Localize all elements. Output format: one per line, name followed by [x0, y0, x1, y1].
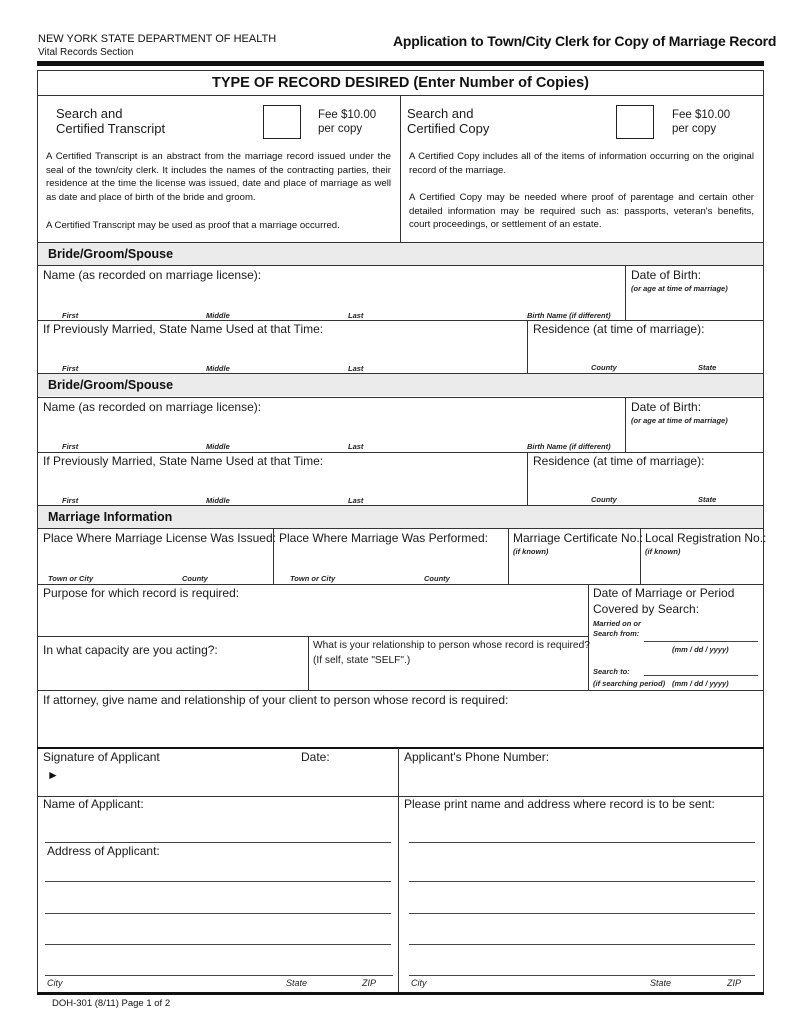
- spouse-1-birth-name: Birth Name (if different): [527, 311, 611, 320]
- divider: [37, 397, 763, 398]
- header-rule: [37, 61, 764, 66]
- performed-county: County: [424, 574, 450, 583]
- spouse-1-dob-input[interactable]: [628, 295, 760, 317]
- date-label-2: Covered by Search:: [593, 602, 700, 616]
- applicant-address-label: Address of Applicant:: [47, 844, 160, 858]
- spouse-2-state: State: [698, 495, 717, 504]
- divider: [625, 397, 626, 452]
- record-type-title: TYPE OF RECORD DESIRED (Enter Number of Copies): [211, 75, 590, 91]
- married-on-label-1: Married on or: [593, 619, 641, 628]
- applicant-zip: ZIP: [362, 978, 377, 988]
- spouse-2-first: First: [62, 442, 79, 451]
- divider: [37, 528, 763, 529]
- divider: [398, 748, 399, 992]
- spouse-2-prev-input[interactable]: [40, 469, 524, 495]
- relationship-input[interactable]: [311, 668, 585, 688]
- search-to-input[interactable]: [644, 675, 758, 676]
- signature-label: Signature of Applicant: [43, 750, 160, 764]
- date-label-1: Date of Marriage or Period: [593, 586, 735, 600]
- copy-usage: A Certified Copy may be needed where proof of parentage and certain other detailed information may be required such as: passports, veteran's benefits, court proceedings, or settlement of an estate.: [409, 192, 754, 230]
- spouse-2-birth-name: Birth Name (if different): [527, 442, 611, 451]
- spouse-1-heading: Bride/Groom/Spouse: [48, 247, 174, 261]
- date-format-1: (mm / dd / yyyy): [672, 645, 729, 654]
- copy-label-2: Certified Copy: [407, 121, 490, 136]
- search-from-input[interactable]: [644, 641, 758, 642]
- divider: [527, 320, 528, 373]
- divider: [400, 95, 401, 242]
- copy-fee-unit: per copy: [672, 123, 717, 135]
- spouse-1-prev-first: First: [62, 364, 79, 373]
- transcript-fee-unit: per copy: [318, 123, 363, 135]
- phone-input[interactable]: [402, 766, 760, 792]
- mail-zip: ZIP: [727, 978, 742, 988]
- applicant-state: State: [286, 978, 308, 988]
- attorney-input[interactable]: [40, 708, 760, 744]
- purpose-label: Purpose for which record is required:: [43, 586, 240, 600]
- spouse-1-prev-middle: Middle: [206, 364, 230, 373]
- spouse-2-prev-label: If Previously Married, State Name Used at that Time:: [43, 454, 324, 468]
- spouse-1-name-input[interactable]: [40, 283, 622, 309]
- copy-copies-input[interactable]: [616, 105, 654, 139]
- spouse-2-prev-middle: Middle: [206, 496, 230, 505]
- license-place-label: Place Where Marriage License Was Issued:: [43, 531, 276, 545]
- divider: [37, 452, 763, 453]
- mail-city: City: [411, 978, 427, 988]
- signature-arrow-icon: ►: [47, 768, 59, 782]
- attorney-label: If attorney, give name and relationship of your client to person whose record is required:: [43, 693, 509, 707]
- spouse-1-county: County: [591, 363, 617, 372]
- spouse-2-dob-sub: (or age at time of marriage): [631, 416, 728, 425]
- thick-divider: [37, 747, 764, 749]
- certificate-sub: (if known): [513, 547, 549, 556]
- registration-input[interactable]: [643, 558, 760, 580]
- spouse-2-residence-label: Residence (at time of marriage):: [533, 454, 705, 468]
- form-title: Application to Town/City Clerk for Copy of Marriage Record: [393, 33, 777, 49]
- spouse-1-prev-label: If Previously Married, State Name Used at that Time:: [43, 322, 324, 336]
- search-to-sub: (if searching period): [593, 679, 666, 688]
- copy-description: A Certified Copy includes all of the items of information occurring on the original record of the marriage.: [409, 151, 754, 176]
- spouse-1-residence-input[interactable]: [530, 337, 760, 361]
- spouse-2-name-input[interactable]: [40, 415, 622, 441]
- divider: [527, 452, 528, 505]
- mail-to-line-2[interactable]: [409, 881, 755, 882]
- registration-sub: (if known): [645, 547, 681, 556]
- applicant-name-label: Name of Applicant:: [43, 797, 144, 811]
- spouse-2-header: [38, 374, 763, 396]
- spouse-1-prev-input[interactable]: [40, 337, 524, 363]
- mail-to-line-3[interactable]: [409, 913, 755, 914]
- spouse-1-first: First: [62, 311, 79, 320]
- mail-to-city-state-zip-input[interactable]: [409, 975, 755, 976]
- date-label: Date:: [301, 750, 330, 764]
- license-place-input[interactable]: [40, 546, 270, 570]
- spouse-2-middle: Middle: [206, 442, 230, 451]
- performed-town: Town or City: [290, 574, 336, 583]
- spouse-2-dob-label: Date of Birth:: [631, 400, 702, 414]
- transcript-label-1: Search and: [56, 106, 123, 121]
- spouse-1-last: Last: [348, 311, 364, 320]
- registration-label: Local Registration No.:: [645, 531, 767, 545]
- spouse-1-state: State: [698, 363, 717, 372]
- relationship-label-2: (If self, state "SELF".): [313, 655, 411, 666]
- applicant-address-line-2[interactable]: [45, 913, 391, 914]
- divider: [37, 690, 763, 691]
- applicant-city: City: [47, 978, 63, 988]
- bottom-rule: [37, 992, 764, 995]
- transcript-copies-input[interactable]: [263, 105, 301, 139]
- capacity-label: In what capacity are you acting?:: [43, 643, 218, 657]
- spouse-1-residence-label: Residence (at time of marriage):: [533, 322, 705, 336]
- spouse-2-prev-first: First: [62, 496, 79, 505]
- signature-input[interactable]: [62, 766, 292, 792]
- date-input[interactable]: [300, 766, 395, 792]
- divider: [625, 265, 626, 320]
- copy-fee: Fee $10.00: [672, 109, 731, 121]
- spouse-1-name-label: Name (as recorded on marriage license):: [43, 268, 262, 282]
- form-id: DOH-301 (8/11) Page 1 of 2: [52, 998, 171, 1009]
- marriage-header: [38, 506, 763, 528]
- spouse-1-dob-label: Date of Birth:: [631, 268, 702, 282]
- spouse-2-heading: Bride/Groom/Spouse: [48, 378, 174, 392]
- divider: [308, 636, 309, 690]
- mail-to-line-1[interactable]: [409, 842, 755, 843]
- capacity-input[interactable]: [40, 659, 304, 687]
- applicant-city-state-zip-input[interactable]: [45, 975, 393, 976]
- marriage-heading: Marriage Information: [48, 510, 173, 524]
- relationship-label-1: What is your relationship to person whose record is required?: [313, 640, 590, 651]
- transcript-fee: Fee $10.00: [318, 109, 377, 121]
- spouse-1-prev-last: Last: [348, 364, 364, 373]
- divider: [508, 528, 509, 584]
- certificate-input[interactable]: [511, 558, 637, 580]
- search-to-label: Search to:: [593, 667, 630, 676]
- applicant-address-line-3[interactable]: [45, 944, 391, 945]
- license-county: County: [182, 574, 208, 583]
- mail-to-line-4[interactable]: [409, 944, 755, 945]
- divider: [588, 584, 589, 690]
- applicant-name-input[interactable]: [45, 842, 391, 843]
- divider: [37, 265, 763, 266]
- agency-name: NEW YORK STATE DEPARTMENT OF HEALTH: [38, 33, 277, 45]
- license-town: Town or City: [48, 574, 94, 583]
- divider: [37, 584, 763, 585]
- purpose-input[interactable]: [40, 601, 585, 633]
- mail-state: State: [650, 978, 672, 988]
- spouse-2-dob-input[interactable]: [628, 427, 760, 449]
- certificate-label: Marriage Certificate No.:: [513, 531, 644, 545]
- section-name: Vital Records Section: [38, 47, 134, 58]
- divider: [273, 528, 274, 584]
- spouse-1-middle: Middle: [206, 311, 230, 320]
- divider: [640, 528, 641, 584]
- phone-label: Applicant's Phone Number:: [404, 750, 550, 764]
- spouse-2-name-label: Name (as recorded on marriage license):: [43, 400, 262, 414]
- spouse-2-county: County: [591, 495, 617, 504]
- spouse-2-last: Last: [348, 442, 364, 451]
- spouse-2-prev-last: Last: [348, 496, 364, 505]
- performed-place-input[interactable]: [276, 546, 505, 570]
- divider: [37, 636, 588, 637]
- married-on-label-2: Search from:: [593, 629, 640, 638]
- applicant-address-line-1[interactable]: [45, 881, 391, 882]
- spouse-1-header: [38, 243, 763, 265]
- transcript-description: A Certified Transcript is an abstract from the marriage record issued under the seal of the town/city clerk. It includes the names of the contracting parties, their residence at the time the license was issued, date and place of marriage as well as date and place of birth of the bride and groom.: [46, 151, 391, 203]
- divider: [37, 320, 763, 321]
- spouse-2-residence-input[interactable]: [530, 469, 760, 493]
- performed-place-label: Place Where Marriage Was Performed:: [279, 531, 488, 545]
- date-format-2: (mm / dd / yyyy): [672, 679, 729, 688]
- mail-to-label: Please print name and address where record is to be sent:: [404, 797, 715, 811]
- copy-label-1: Search and: [407, 106, 474, 121]
- transcript-usage: A Certified Transcript may be used as proof that a marriage occurred.: [46, 220, 340, 231]
- spouse-1-dob-sub: (or age at time of marriage): [631, 284, 728, 293]
- transcript-label-2: Certified Transcript: [56, 121, 166, 136]
